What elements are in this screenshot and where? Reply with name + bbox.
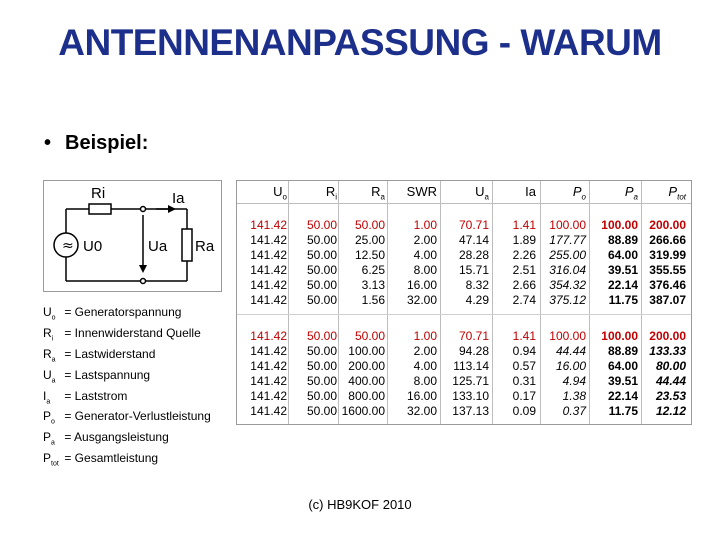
- legend-row: $P_{tot}$ = Gesamtleistung: [43, 451, 159, 468]
- table-cell: 16.00: [555, 359, 586, 373]
- legend-row: $I_a$ = Laststrom: [43, 388, 128, 405]
- table-cell: 44.44: [655, 374, 686, 388]
- table-row: [237, 263, 691, 278]
- table-cell: 88.89: [607, 344, 638, 358]
- table-cell: 50.00: [306, 344, 337, 358]
- table-cell: 4.00: [413, 359, 437, 373]
- table-cell: 70.71: [458, 329, 489, 343]
- table-cell: 22.14: [607, 278, 638, 292]
- table-cell: 39.51: [607, 374, 638, 388]
- table-cell: 25.00: [354, 233, 385, 247]
- symbol-legend: [43, 305, 211, 472]
- table-cell: 375.12: [549, 293, 586, 307]
- table-cell: 47.14: [458, 233, 489, 247]
- slide-title: ANTENNENANPASSUNG - WARUM: [58, 22, 662, 63]
- table-cell: 64.00: [607, 359, 638, 373]
- table-cell: 94.28: [458, 344, 489, 358]
- table-cell: 1.41: [512, 329, 536, 343]
- table-row: [237, 329, 691, 344]
- table-row: [237, 374, 691, 389]
- table-cell: 50.00: [306, 248, 337, 262]
- table-cell: 266.66: [649, 233, 686, 247]
- table-cell: 32.00: [406, 404, 437, 418]
- table-cell: 0.09: [512, 404, 536, 418]
- table-cell: 39.51: [607, 263, 638, 277]
- table-cell: 23.53: [655, 389, 686, 403]
- label-ua: Ua: [148, 238, 168, 255]
- table-cell: 28.28: [458, 248, 489, 262]
- table-cell: 177.77: [549, 233, 586, 247]
- table-cell: 141.42: [250, 233, 287, 247]
- table-cell: 80.00: [655, 359, 686, 373]
- table-cell: 12.12: [655, 404, 686, 418]
- table-cell: 100.00: [348, 344, 385, 358]
- table-cell: 8.00: [413, 374, 437, 388]
- table-cell: 141.42: [250, 278, 287, 292]
- table-cell: 4.00: [413, 248, 437, 262]
- table-row: [237, 359, 691, 374]
- table-cell: 387.07: [649, 293, 686, 307]
- legend-row: $P_a$ = Ausgangsleistung: [43, 430, 169, 447]
- table-cell: 200.00: [649, 329, 686, 343]
- table-cell: 1.89: [512, 233, 536, 247]
- table-cell: 137.13: [452, 404, 489, 418]
- table-cell: 141.42: [250, 218, 287, 232]
- table-cell: 16.00: [406, 278, 437, 292]
- table-cell: 50.00: [306, 374, 337, 388]
- resistor-ri: [89, 204, 111, 214]
- group-separator: [237, 314, 691, 315]
- table-cell: 50.00: [306, 278, 337, 292]
- table-row: [237, 278, 691, 293]
- column-header: $P_o$: [572, 184, 586, 202]
- source-symbol: ≈: [62, 238, 74, 254]
- table-cell: 141.42: [250, 344, 287, 358]
- table-cell: 100.00: [549, 329, 586, 343]
- table-cell: 2.66: [512, 278, 536, 292]
- table-cell: 1.56: [361, 293, 385, 307]
- table-row: [237, 344, 691, 359]
- table-cell: 50.00: [306, 293, 337, 307]
- table-cell: 141.42: [250, 404, 287, 418]
- table-header: [237, 181, 691, 204]
- resistor-ra: [182, 229, 192, 261]
- table-cell: 100.00: [601, 218, 638, 232]
- column-header: $P_{tot}$: [668, 184, 686, 202]
- table-cell: 11.75: [608, 404, 638, 418]
- legend-row: $U_o$ = Generatorspannung: [43, 305, 182, 322]
- table-row: [237, 404, 691, 419]
- table-cell: 2.74: [512, 293, 536, 307]
- table-cell: 141.42: [250, 374, 287, 388]
- table-cell: 44.44: [555, 344, 586, 358]
- table-cell: 4.94: [562, 374, 586, 388]
- table-cell: 2.00: [413, 233, 437, 247]
- bullet-heading: [44, 132, 148, 155]
- table-cell: 0.94: [512, 344, 536, 358]
- table-cell: 400.00: [348, 374, 385, 388]
- column-header: Ia: [525, 184, 536, 199]
- table-cell: 0.37: [562, 404, 586, 418]
- table-cell: 50.00: [306, 233, 337, 247]
- table-row: [237, 218, 691, 233]
- bullet-dot: •: [44, 132, 52, 154]
- table-cell: 8.32: [465, 278, 489, 292]
- table-cell: 6.25: [361, 263, 385, 277]
- table-cell: 316.04: [549, 263, 586, 277]
- table-cell: 133.10: [452, 389, 489, 403]
- column-header: $R_a$: [371, 184, 385, 202]
- table-cell: 354.32: [549, 278, 586, 292]
- table-row: [237, 389, 691, 404]
- table-cell: 3.13: [361, 278, 385, 292]
- table-cell: 133.33: [649, 344, 686, 358]
- table-cell: 8.00: [413, 263, 437, 277]
- legend-row: $P_o$ = Generator-Verlustleistung: [43, 409, 211, 426]
- table-cell: 32.00: [406, 293, 437, 307]
- table-cell: 100.00: [601, 329, 638, 343]
- table-cell: 113.14: [453, 359, 489, 373]
- table-cell: 11.75: [608, 293, 638, 307]
- table-cell: 141.42: [250, 293, 287, 307]
- table-row: [237, 233, 691, 248]
- label-ri: Ri: [91, 185, 106, 202]
- table-cell: 2.26: [512, 248, 536, 262]
- label-u0: U0: [83, 238, 103, 255]
- table-cell: 1.41: [512, 218, 536, 232]
- table-cell: 1600.00: [341, 404, 385, 418]
- table-cell: 64.00: [607, 248, 638, 262]
- table-cell: 1.38: [562, 389, 586, 403]
- table-cell: 0.17: [512, 389, 536, 403]
- table-cell: 50.00: [306, 404, 337, 418]
- table-cell: 800.00: [348, 389, 385, 403]
- table-cell: 141.42: [250, 389, 287, 403]
- circuit-schematic: [44, 181, 221, 291]
- table-cell: 50.00: [306, 329, 337, 343]
- table-cell: 22.14: [607, 389, 638, 403]
- column-header: $U_o$: [273, 184, 287, 202]
- table-cell: 50.00: [306, 389, 337, 403]
- table-cell: 0.57: [512, 359, 536, 373]
- table-cell: 141.42: [250, 263, 287, 277]
- table-cell: 50.00: [354, 329, 385, 343]
- column-header: SWR: [406, 184, 437, 199]
- table-cell: 4.29: [465, 293, 489, 307]
- legend-row: $R_i$ = Innenwiderstand Quelle: [43, 325, 201, 343]
- label-ia: Ia: [172, 190, 185, 207]
- table-cell: 16.00: [406, 389, 437, 403]
- column-header: $U_a$: [475, 184, 489, 202]
- table-cell: 50.00: [306, 263, 337, 277]
- results-table: [236, 180, 692, 425]
- table-cell: 2.51: [512, 263, 536, 277]
- table-cell: 100.00: [549, 218, 586, 232]
- table-row: [237, 248, 691, 263]
- table-cell: 2.00: [413, 344, 437, 358]
- table-cell: 141.42: [250, 248, 287, 262]
- table-cell: 1.00: [413, 329, 437, 343]
- bullet-text: Beispiel:: [65, 132, 149, 154]
- table-row: [237, 293, 691, 308]
- label-ra: Ra: [195, 238, 215, 255]
- table-cell: 255.00: [549, 248, 586, 262]
- table-cell: 1.00: [413, 218, 437, 232]
- table-cell: 141.42: [250, 329, 287, 343]
- legend-row: $U_a$ = Lastspannung: [43, 367, 151, 385]
- table-cell: 319.99: [649, 248, 686, 262]
- table-cell: 70.71: [458, 218, 489, 232]
- footer-copyright: (c) HB9KOF 2010: [308, 497, 412, 512]
- table-cell: 0.31: [512, 374, 536, 388]
- table-cell: 50.00: [306, 218, 337, 232]
- table-cell: 200.00: [649, 218, 686, 232]
- table-cell: 141.42: [250, 359, 287, 373]
- legend-row: $R_a$ = Lastwiderstand: [43, 346, 156, 364]
- table-cell: 12.50: [354, 248, 385, 262]
- table-cell: 125.71: [452, 374, 489, 388]
- column-header: $P_a$: [624, 184, 638, 202]
- table-cell: 355.55: [649, 263, 686, 277]
- table-cell: 15.71: [458, 263, 489, 277]
- circuit-diagram: [43, 180, 222, 292]
- table-cell: 200.00: [348, 359, 385, 373]
- table-cell: 376.46: [649, 278, 686, 292]
- column-header: $R_i$: [325, 184, 337, 202]
- table-cell: 50.00: [306, 359, 337, 373]
- table-cell: 88.89: [607, 233, 638, 247]
- table-cell: 50.00: [354, 218, 385, 232]
